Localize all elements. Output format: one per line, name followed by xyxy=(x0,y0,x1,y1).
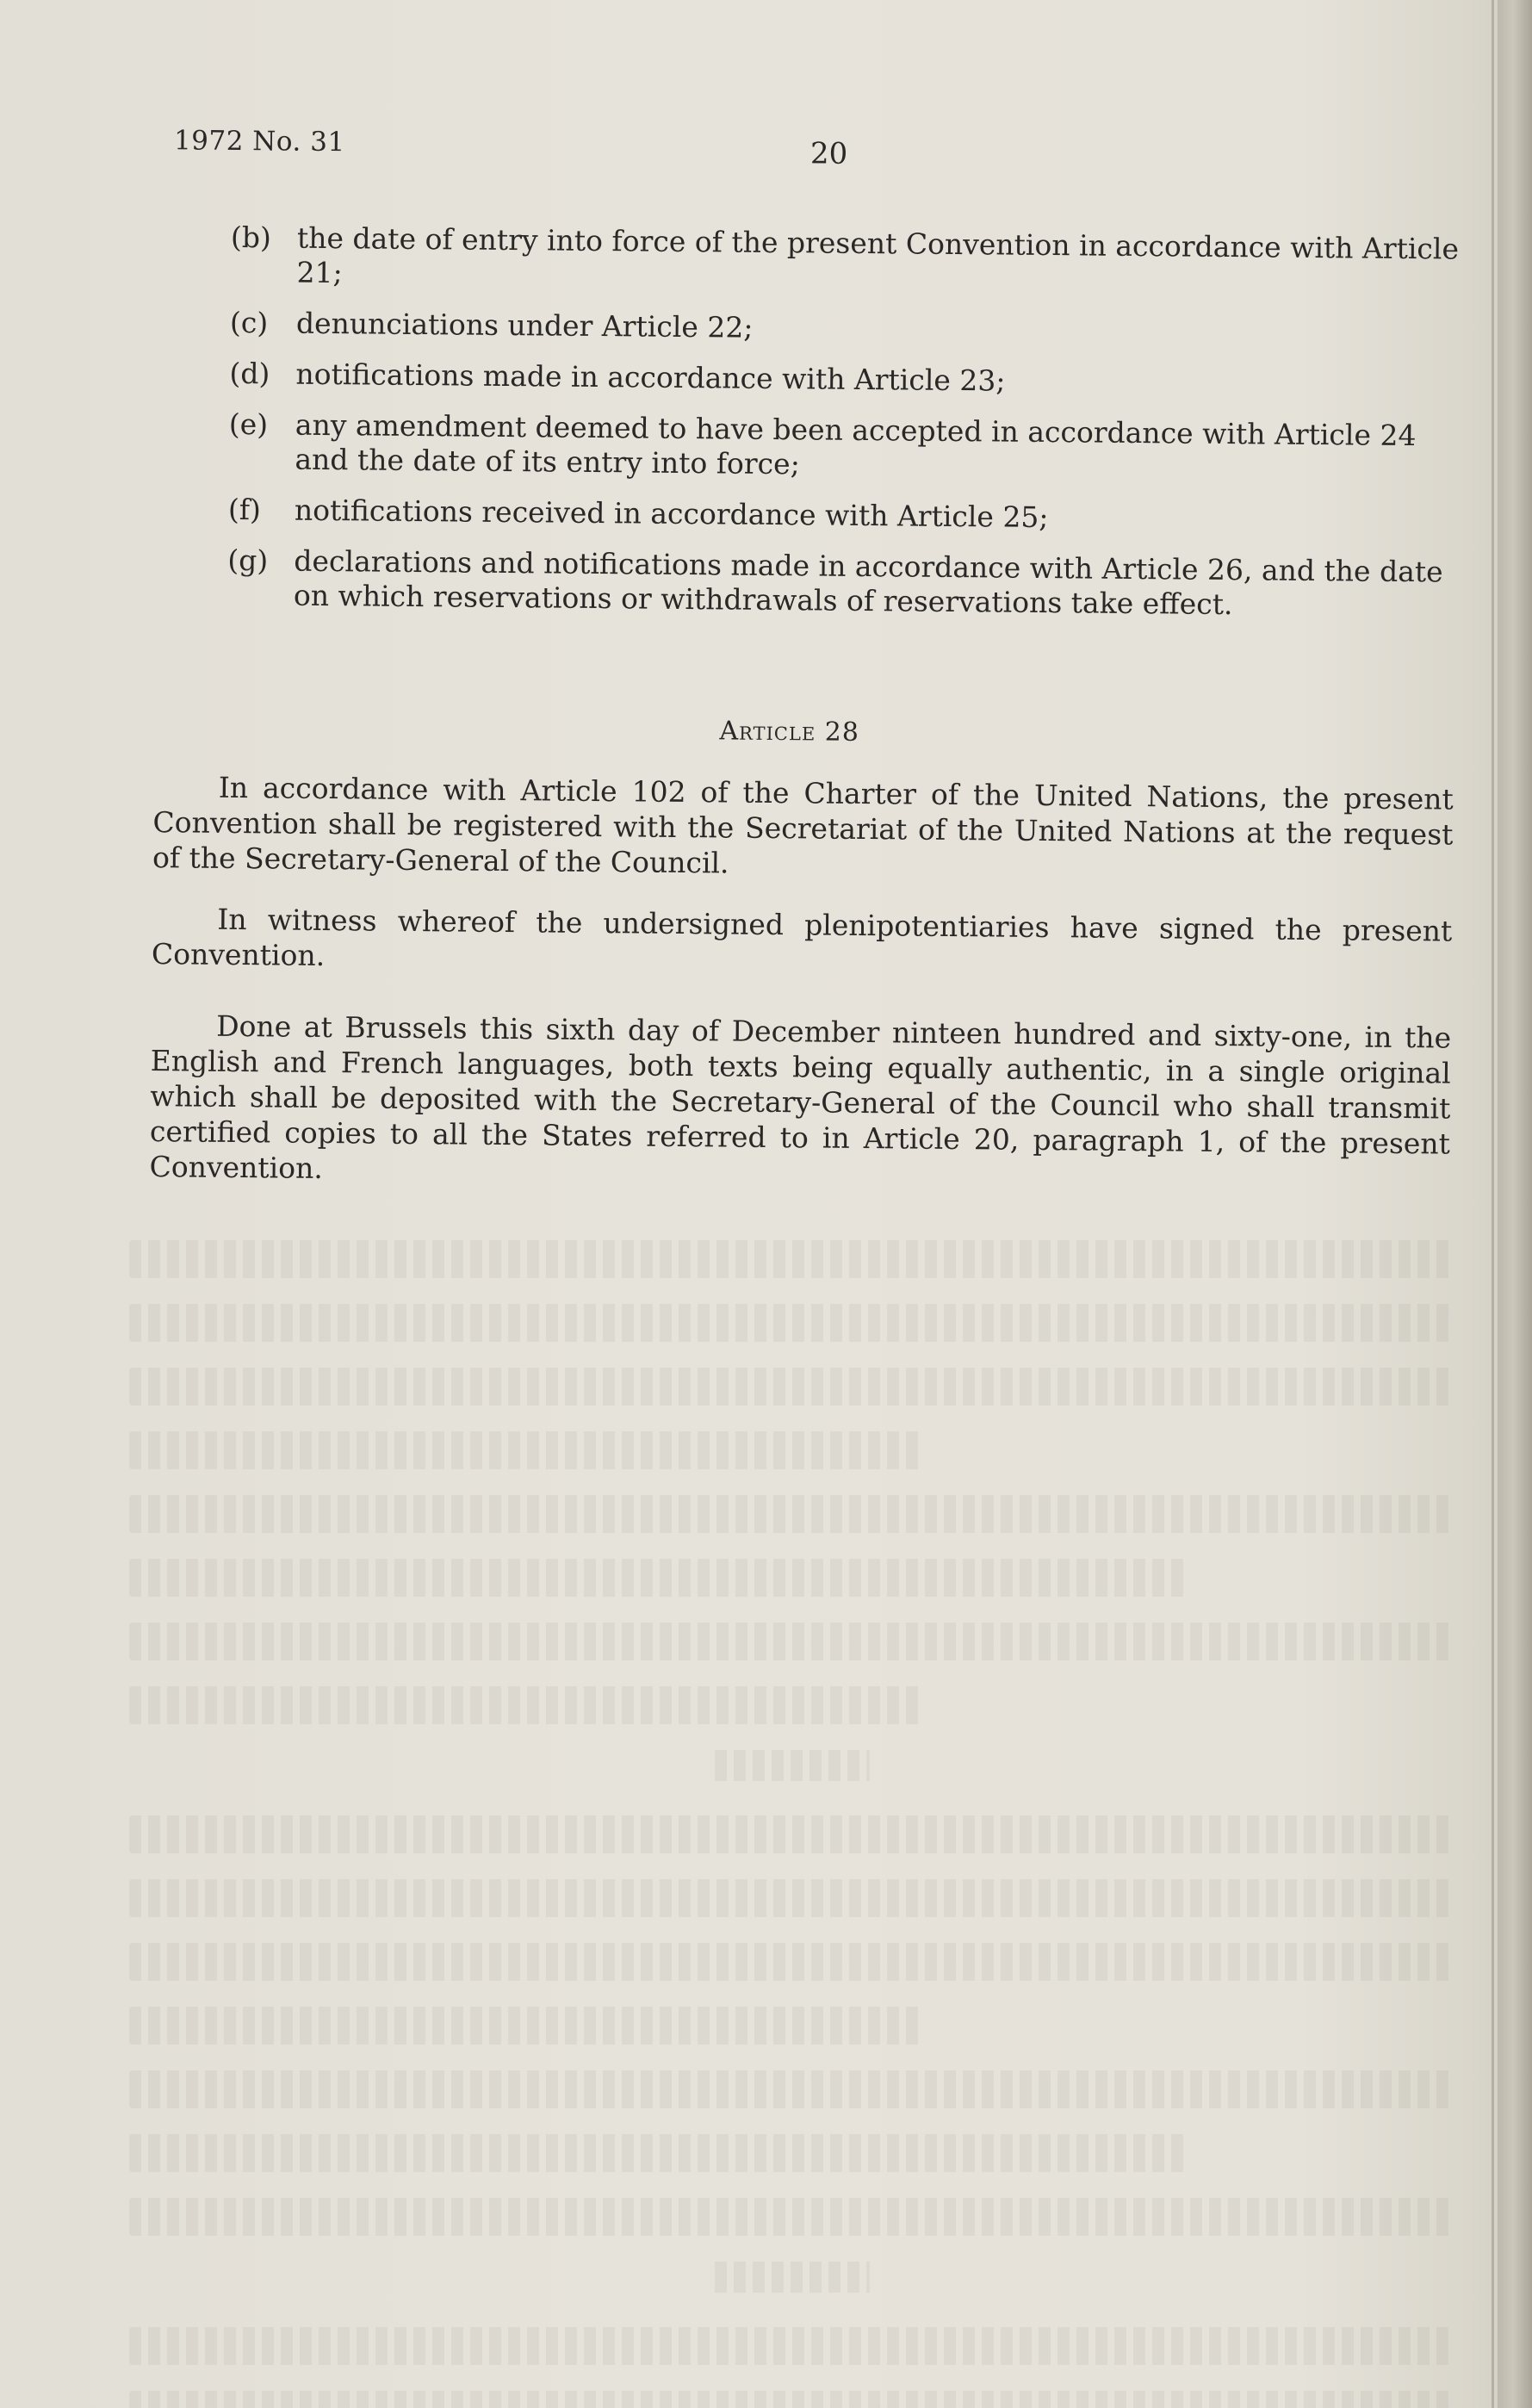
list-item-text: declarations and notifications made in accordance with Article 26, and the date on which reservations or withdrawals of reservations take effect. xyxy=(293,543,1443,622)
done-at-paragraph: Done at Brussels this sixth day of December ninteen hundred and sixty-one, in the English and French languages, both texts being equally authentic, in a single original which shall be deposited with the Secretary-General of the Council who shall transmit certified copies to all the States referred to in Article 20, paragraph 1, of the present Convention. xyxy=(149,1009,1452,1185)
list-item xyxy=(227,543,1468,624)
list-item-marker: (b) xyxy=(230,220,272,255)
list-item-text: notifications received in accordance with Article 25; xyxy=(294,493,1049,535)
list-item xyxy=(228,493,1468,539)
list-item-text: any amendment deemed to have been accepted in accordance with Article 24 and the date of its entry into force; xyxy=(295,407,1417,481)
list-item-text: the date of entry into force of the present Convention in accordance with Article 21; xyxy=(296,220,1460,290)
list-item-text: denunciations under Article 22; xyxy=(295,306,754,344)
notification-list xyxy=(227,220,1471,641)
list-item xyxy=(230,306,1470,352)
list-item-marker: (c) xyxy=(229,305,269,340)
page-number: 20 xyxy=(809,136,848,171)
list-item xyxy=(230,220,1471,301)
list-item-marker: (e) xyxy=(228,407,269,442)
list-item xyxy=(228,407,1469,488)
witness-paragraph: In witness whereof the undersigned plenipotentiaries have signed the present Convention. xyxy=(151,902,1453,972)
registration-paragraph: In accordance with Article 102 of the Charter of the United Nations, the present Convention shall be registered with the Secretariat of the United Nations at the request of the Secretary-General of the Council. xyxy=(152,770,1454,880)
article-heading: Article 28 xyxy=(719,716,860,748)
list-item-marker: (d) xyxy=(229,356,270,391)
statute-reference: 1972 No. 31 xyxy=(173,125,345,158)
list-item-marker: (f) xyxy=(227,492,262,527)
list-item-text: notifications made in accordance with Article 23; xyxy=(295,357,1006,398)
list-item xyxy=(229,357,1469,403)
list-item-marker: (g) xyxy=(227,543,269,578)
